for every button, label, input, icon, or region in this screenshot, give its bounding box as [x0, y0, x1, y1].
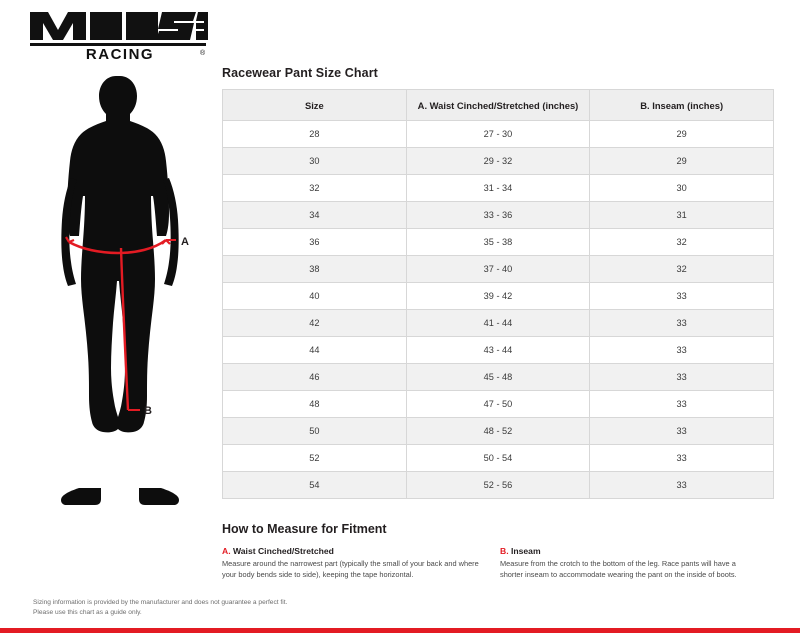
measure-marker-a: A.: [222, 546, 231, 556]
cell-waist: 47 - 50: [406, 391, 590, 418]
cell-size: 40: [223, 283, 407, 310]
cell-waist: 33 - 36: [406, 202, 590, 229]
cell-inseam: 33: [590, 283, 774, 310]
disclaimer-line-2: Please use this chart as a guide only.: [33, 609, 142, 617]
how-to-measure-title: How to Measure for Fitment: [222, 522, 387, 536]
svg-text:RACING: RACING: [85, 46, 155, 62]
disclaimer: [33, 598, 453, 618]
cell-waist: 35 - 38: [406, 229, 590, 256]
table-row: [223, 283, 774, 310]
cell-size: 46: [223, 364, 407, 391]
cell-inseam: 33: [590, 391, 774, 418]
cell-size: 54: [223, 472, 407, 499]
cell-size: 48: [223, 391, 407, 418]
table-row: [223, 175, 774, 202]
measure-item-waist: [222, 546, 500, 580]
column-header-waist: A. Waist Cinched/Stretched (inches): [406, 90, 590, 121]
cell-waist: 31 - 34: [406, 175, 590, 202]
table-header-row: [223, 90, 774, 121]
cell-waist: 43 - 44: [406, 337, 590, 364]
cell-waist: 29 - 32: [406, 148, 590, 175]
cell-waist: 45 - 48: [406, 364, 590, 391]
cell-inseam: 30: [590, 175, 774, 202]
measurement-figure: [24, 70, 209, 510]
size-chart-section: [222, 66, 774, 499]
table-row: [223, 310, 774, 337]
table-row: [223, 121, 774, 148]
cell-waist: 50 - 54: [406, 445, 590, 472]
cell-inseam: 29: [590, 121, 774, 148]
cell-size: 50: [223, 418, 407, 445]
table-row: [223, 256, 774, 283]
cell-waist: 48 - 52: [406, 418, 590, 445]
cell-size: 42: [223, 310, 407, 337]
cell-size: 38: [223, 256, 407, 283]
cell-size: 36: [223, 229, 407, 256]
cell-inseam: 32: [590, 229, 774, 256]
cell-waist: 41 - 44: [406, 310, 590, 337]
page-title: Racewear Pant Size Chart: [222, 66, 378, 80]
measure-item-inseam: [500, 546, 778, 580]
measure-heading-a: Waist Cinched/Stretched: [232, 546, 334, 556]
cell-size: 52: [223, 445, 407, 472]
brand-logo: [28, 10, 208, 62]
cell-size: 44: [223, 337, 407, 364]
measure-marker-b: B.: [500, 546, 509, 556]
column-header-size: Size: [223, 90, 407, 121]
cell-waist: 37 - 40: [406, 256, 590, 283]
cell-inseam: 33: [590, 472, 774, 499]
table-row: [223, 364, 774, 391]
how-to-measure-section: [222, 522, 778, 580]
cell-inseam: 33: [590, 310, 774, 337]
cell-size: 30: [223, 148, 407, 175]
table-row: [223, 418, 774, 445]
cell-size: 28: [223, 121, 407, 148]
cell-size: 34: [223, 202, 407, 229]
table-row: [223, 229, 774, 256]
table-row: [223, 391, 774, 418]
cell-waist: 39 - 42: [406, 283, 590, 310]
disclaimer-line-1: Sizing information is provided by the manufacturer and does not guarantee a perfect fit.: [33, 599, 288, 606]
table-row: [223, 445, 774, 472]
cell-inseam: 33: [590, 418, 774, 445]
bottom-accent-bar: [0, 628, 800, 633]
table-row: [223, 337, 774, 364]
cell-inseam: 33: [590, 445, 774, 472]
cell-waist: 52 - 56: [406, 472, 590, 499]
measure-heading-b: Inseam: [510, 546, 541, 556]
cell-size: 32: [223, 175, 407, 202]
table-row: [223, 472, 774, 499]
table-row: [223, 202, 774, 229]
measure-body-a: Measure around the narrowest part (typically the small of your back and where your body bends side to side), keeping the tape horizontal.: [222, 559, 479, 579]
table-row: [223, 148, 774, 175]
figure-label-b: B: [144, 405, 152, 417]
figure-label-a: A: [181, 236, 189, 248]
cell-inseam: 32: [590, 256, 774, 283]
cell-waist: 27 - 30: [406, 121, 590, 148]
svg-text:®: ®: [200, 50, 206, 57]
column-header-inseam: B. Inseam (inches): [590, 90, 774, 121]
cell-inseam: 29: [590, 148, 774, 175]
body-silhouette: [61, 76, 179, 505]
measure-item-inseam-heading: [500, 546, 760, 556]
size-chart-table: [222, 89, 774, 499]
measure-body-b: Measure from the crotch to the bottom of the leg. Race pants will have a shorter inseam to accommodate wearing the pant on the inside of boots.: [500, 559, 737, 579]
measure-item-waist-heading: [222, 546, 482, 556]
cell-inseam: 33: [590, 364, 774, 391]
cell-inseam: 33: [590, 337, 774, 364]
cell-inseam: 31: [590, 202, 774, 229]
